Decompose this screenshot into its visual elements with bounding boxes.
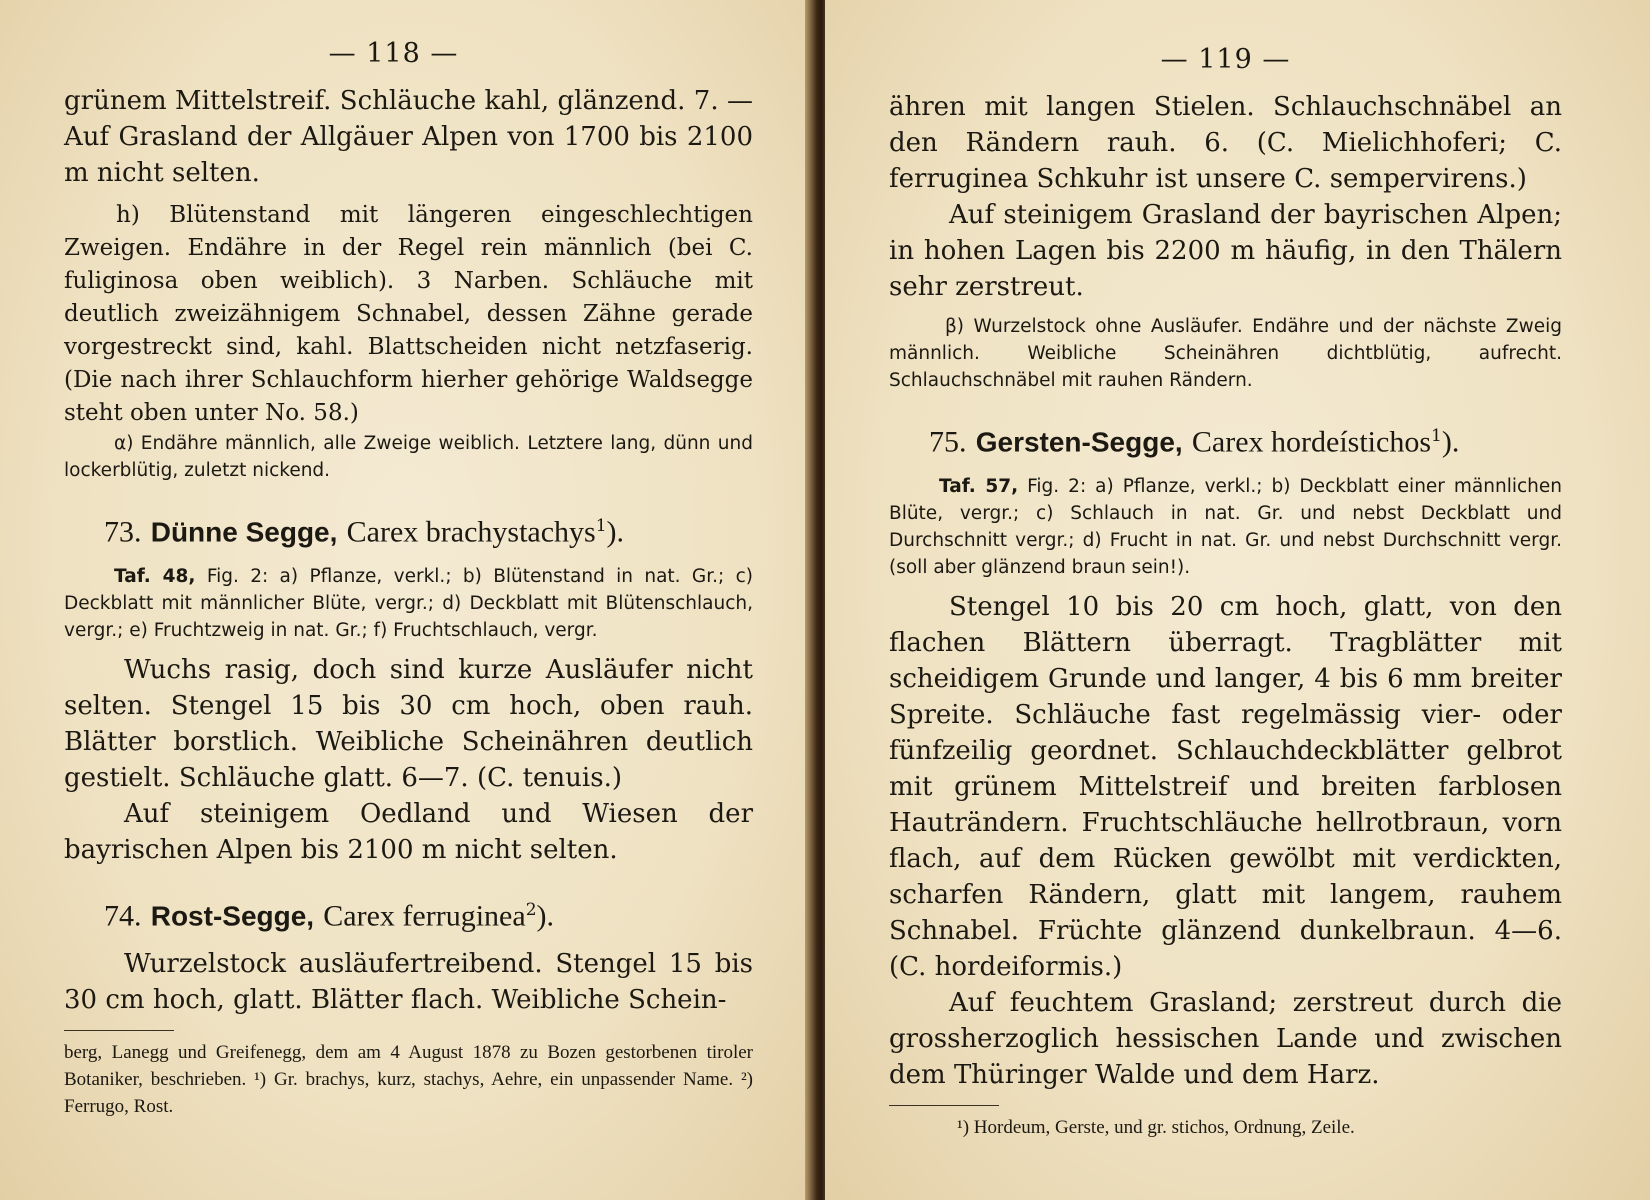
plate-label: Taf. 57, bbox=[939, 475, 1019, 497]
key-subparagraph: β) Wurzelstock ohne Ausläufer. Endähre und der nächste Zweig männlich. Weibliche Scheinähren dichtblütig, aufrecht. Schlauchschnäbel mit rauhen Rändern. bbox=[889, 316, 1562, 391]
heading-tail: ). bbox=[1441, 425, 1460, 459]
species-description: Wurzelstock ausläufertreibend. Stengel 15 bis 30 cm hoch, glatt. Blätter flach. Weibliche Schein- bbox=[64, 949, 753, 1016]
footnote: ¹) Hordeum, Gerste, und gr. stichos, Ordnung, Zeile. bbox=[957, 1116, 1355, 1138]
species-description: Stengel 10 bis 20 cm hoch, glatt, von den flachen Blättern überragt. Tragblätter mit scheidigem Grunde und langer, 4 bis 6 mm breiter Spreite. Schläuche fast regelmässig vier- oder fünfzeilig geordnet. Schlauchdeckblätter gelbrot mit grünem Mittelstreif und breiten farblosen Hauträndern. Fruchtschläuche hellrotbraun, vorn flach, auf dem Rücken gewölbt mit verdickten, scharfen Rändern, glatt mit langem, rauhem Schnabel. Früchte glänzend dunkelbraun. 4—6. (C. hordeiformis.) bbox=[889, 591, 1562, 982]
species-heading bbox=[64, 506, 753, 553]
key-subparagraph: α) Endähre männlich, alle Zweige weiblich. Letztere lang, dünn und lockerblütig, zuletzt nickend. bbox=[64, 433, 753, 481]
page-number: — 119 — bbox=[1160, 44, 1291, 75]
plate-text: Fig. 2: a) Pflanze, verkl.; b) Blütenstand in nat. Gr.; c) Deckblatt mit männlicher Blüte, vergr.; d) Deckblatt mit Blütenschlauch, vergr.; e) Fruchtzweig in nat. Gr.; f) Fruchtschlauch, vergr. bbox=[64, 565, 753, 641]
species-number: 73. bbox=[104, 515, 142, 549]
footnote-rule bbox=[889, 1105, 999, 1106]
species-latin-name: Carex hordeístichos bbox=[1191, 425, 1431, 459]
species-common-name: Rost-Segge, bbox=[150, 900, 315, 932]
footnote-rule bbox=[64, 1030, 174, 1031]
species-habitat: Auf steinigem Grasland der bayrischen Alpen; in hohen Lagen bis 2200 m häufig, in den Thälern sehr zerstreut. bbox=[889, 200, 1562, 302]
species-description: Wuchs rasig, doch sind kurze Ausläufer nicht selten. Stengel 15 bis 30 cm hoch, oben rauh. Blätter borstlich. Weibliche Scheinähren deutlich gestielt. Schläuche glatt. 6—7. (C. tenuis.) bbox=[64, 654, 753, 793]
key-paragraph: h) Blütenstand mit längeren eingeschlechtigen Zweigen. Endähre in der Regel rein männlich (bei C. fuliginosa oben weiblich). 3 Narben. Schläuche mit deutlich zweizähnigem Schnabel, dessen Zähne gerade vorgestreckt sind, kahl. Blattscheiden nicht netzfaserig. (Die nach ihrer Schlauchform hierher gehörige Waldsegge steht oben unter No. 58.) bbox=[64, 202, 753, 426]
species-common-name: Dünne Segge, bbox=[150, 516, 338, 548]
paragraph: ähren mit langen Stielen. Schlauchschnäbel an den Rändern rauh. 6. (C. Mielichhoferi; C. ferruginea Schkuhr ist unsere C. sempervirens.) bbox=[889, 92, 1562, 194]
plate-reference bbox=[64, 563, 753, 644]
heading-tail: ). bbox=[606, 515, 625, 549]
right-page bbox=[825, 0, 1650, 1200]
plate-reference bbox=[889, 473, 1562, 581]
species-common-name: Gersten-Segge, bbox=[975, 426, 1183, 458]
species-number: 75. bbox=[929, 425, 967, 459]
left-page bbox=[0, 0, 815, 1200]
footnote-marker: 1 bbox=[595, 516, 607, 536]
species-latin-name: Carex brachystachys bbox=[346, 515, 596, 549]
species-heading bbox=[64, 890, 753, 937]
species-latin-name: Carex ferruginea bbox=[323, 899, 526, 933]
page-number: — 118 — bbox=[328, 38, 459, 69]
species-heading bbox=[889, 416, 1562, 463]
species-habitat: Auf feuchtem Grasland; zerstreut durch die grossherzoglich hessischen Lande und zwischen dem Thüringer Walde und dem Harz. bbox=[889, 987, 1562, 1090]
species-habitat: Auf steinigem Oedland und Wiesen der bayrischen Alpen bis 2100 m nicht selten. bbox=[64, 798, 753, 865]
paragraph: grünem Mittelstreif. Schläuche kahl, glänzend. 7. — Auf Grasland der Allgäuer Alpen von 1700 bis 2100 m nicht selten. bbox=[64, 86, 753, 188]
species-number: 74. bbox=[104, 899, 142, 933]
footnote-marker: 1 bbox=[1431, 426, 1442, 446]
footnote: berg, Lanegg und Greifenegg, dem am 4 August 1878 zu Bozen gestorbenen tiroler Botaniker, beschrieben. ¹) Gr. brachys, kurz, stachys, Aehre, ein unpassender Name. ²) Ferrugo, Rost. bbox=[64, 1042, 753, 1118]
footnote-marker: 2 bbox=[525, 899, 537, 920]
plate-text: Fig. 2: a) Pflanze, verkl.; b) Deckblatt einer männlichen Blüte, vergr.; c) Schlauch in nat. Gr. und nebst Deckblatt und Durchschnitt vergr.; d) Frucht in nat. Gr. und nebst Durchschnitt vergr. (soll aber glänzend braun sein!). bbox=[889, 475, 1562, 578]
plate-label: Taf. 48, bbox=[114, 565, 196, 587]
heading-tail: ). bbox=[536, 899, 555, 933]
